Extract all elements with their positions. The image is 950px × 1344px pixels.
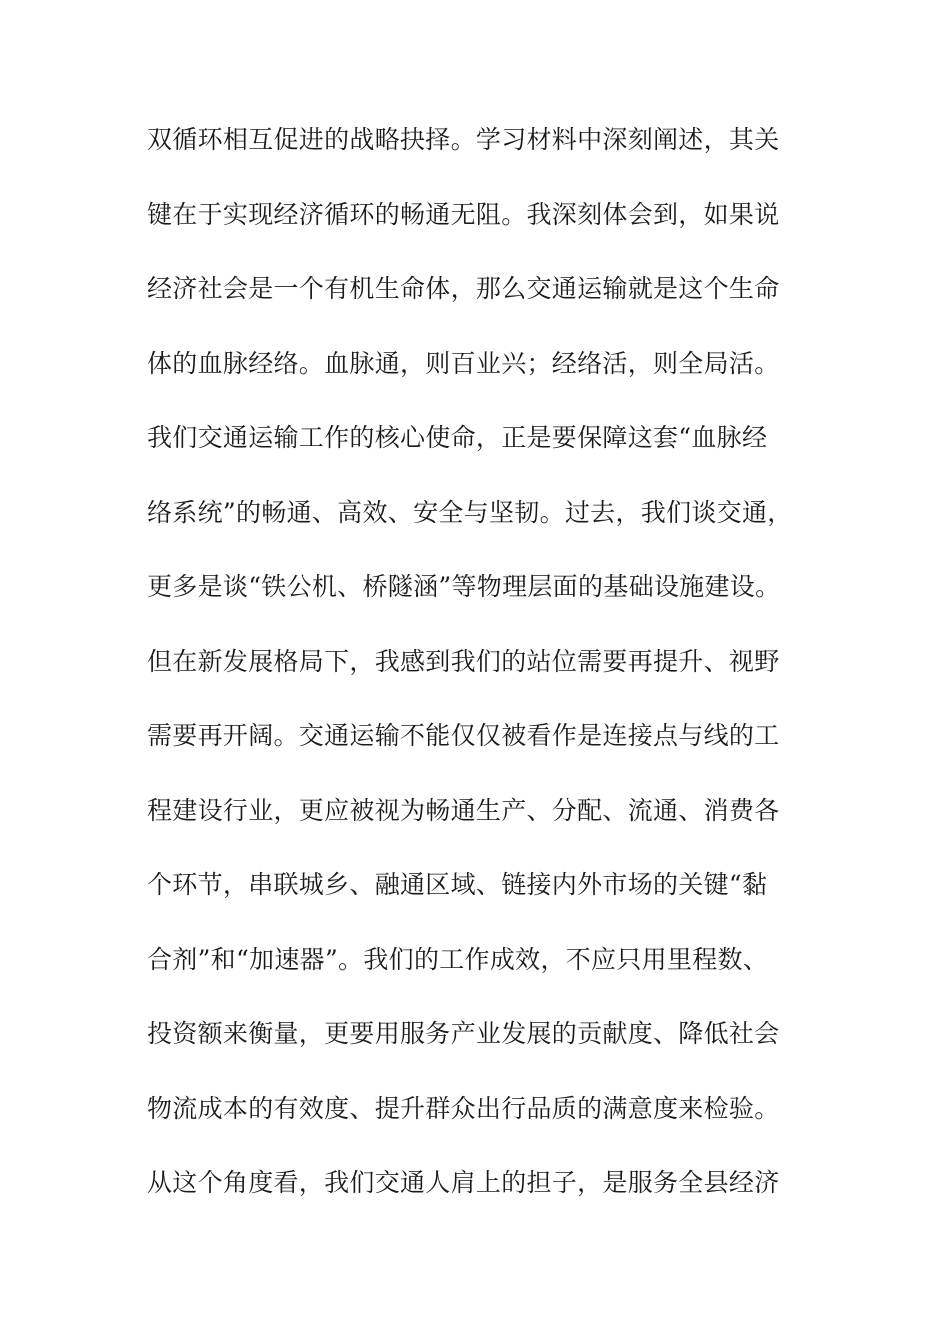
text-line: 程建设行业，更应被视为畅通生产、分配、流通、消费各: [147, 795, 780, 825]
text-line: 从这个角度看，我们交通人肩上的担子，是服务全县经济: [147, 1168, 780, 1197]
text-line: 双循环相互促进的战略抉择。学习材料中深刻阐述，其关: [147, 125, 780, 154]
text-line: 但在新发展格局下，我感到我们的站位需要再提升、视野: [147, 646, 780, 676]
text-line: 经济社会是一个有机生命体，那么交通运输就是这个生命: [147, 274, 780, 303]
body-text: [147, 118, 807, 1236]
text-line: 合剂”和“加速器”。我们的工作成效，不应只用里程数、: [147, 944, 769, 974]
text-line: 体的血脉经络。血脉通，则百业兴；经络活，则全局活。: [147, 348, 780, 378]
text-line: 投资额来衡量，更要用服务产业发展的贡献度、降低社会: [147, 1019, 780, 1048]
text-line: 个环节，串联城乡、融通区域、链接内外市场的关键“黏: [147, 870, 768, 899]
text-line: 更多是谈“铁公机、桥隧涵”等物理层面的基础设施建设。: [147, 572, 781, 601]
text-line: 物流成本的有效度、提升群众出行品质的满意度来检验。: [147, 1093, 780, 1123]
text-line: 络系统”的畅通、高效、安全与坚韧。过去，我们谈交通，: [147, 497, 793, 527]
text-line: 键在于实现经济循环的畅通无阻。我深刻体会到，如果说: [147, 199, 780, 229]
text-line: 需要再开阔。交通运输不能仅仅被看作是连接点与线的工: [147, 721, 780, 750]
text-line: 我们交通运输工作的核心使命，正是要保障这套“血脉经: [147, 423, 768, 452]
